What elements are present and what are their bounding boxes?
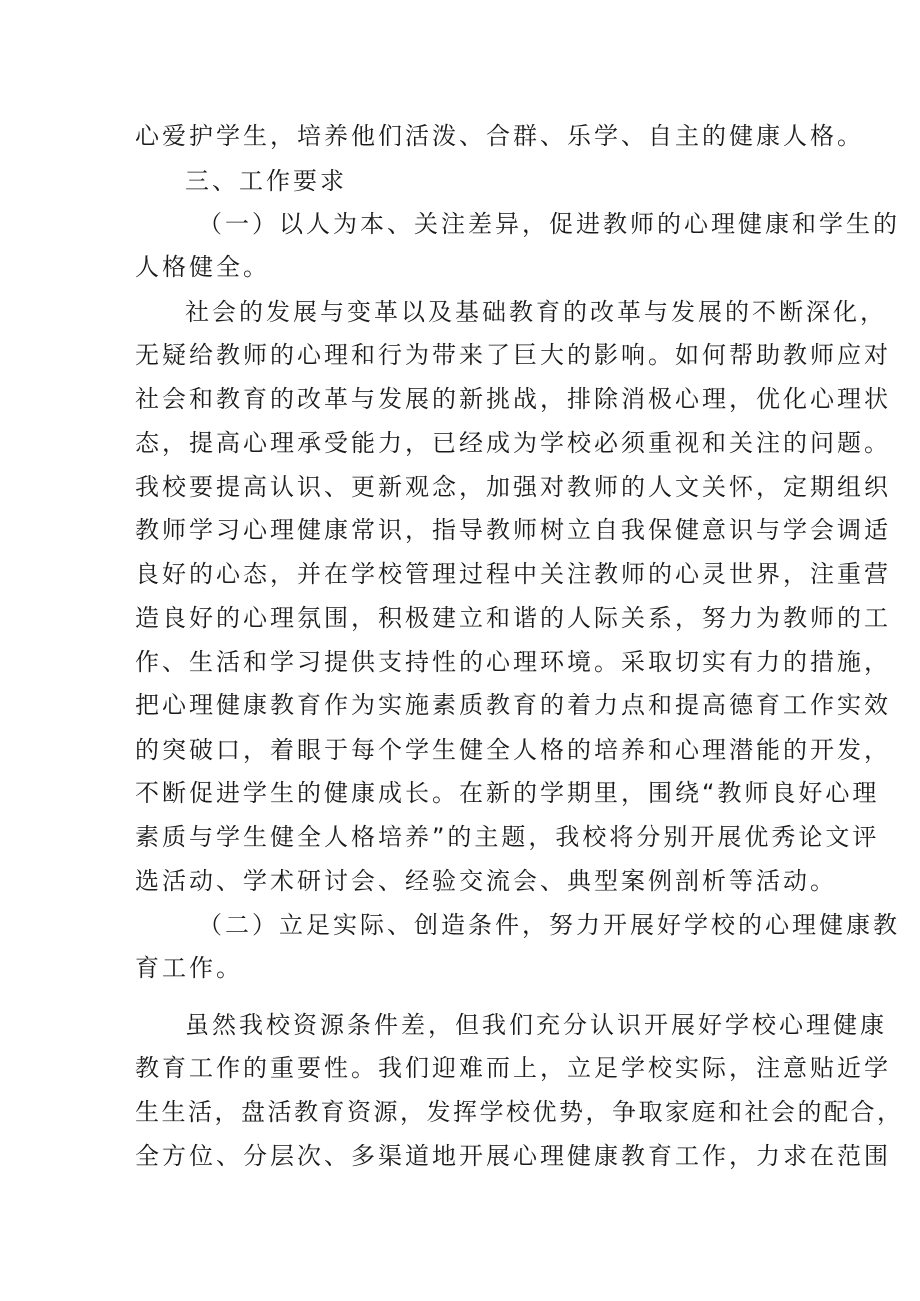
text-line: 把心理健康教育作为实施素质教育的着力点和提高德育工作实效	[135, 691, 891, 719]
text-line: 虽然我校资源条件差，但我们充分认识开展好学校心理健康	[185, 1011, 887, 1039]
text-line: 全方位、分层次、多渠道地开展心理健康教育工作，力求在范围	[135, 1142, 891, 1170]
text-line: 造良好的心理氛围，积极建立和谐的人际关系，努力为教师的工	[135, 604, 891, 632]
text-line: 不断促进学生的健康成长。在新的学期里，围绕“教师良好心理	[135, 779, 880, 807]
text-line: 生生活，盘活教育资源，发挥学校优势，争取家庭和社会的配合，	[135, 1098, 904, 1126]
text-line: 教育工作的重要性。我们迎难而上，立足学校实际，注意贴近学	[135, 1054, 891, 1082]
subsection-heading: （一）以人为本、关注差异，促进教师的心理健康和学生的	[198, 210, 900, 238]
text-line: 的突破口，着眼于每个学生健全人格的培养和心理潜能的开发，	[135, 736, 891, 764]
text-line: 无疑给教师的心理和行为带来了巨大的影响。如何帮助教师应对	[135, 341, 891, 369]
text-line: 良好的心态，并在学校管理过程中关注教师的心灵世界，注重营	[135, 560, 891, 588]
text-line: 心爱护学生，培养他们活泼、合群、乐学、自主的健康人格。	[135, 122, 864, 150]
text-line: 选活动、学术研讨会、经验交流会、典型案例剖析等活动。	[135, 867, 837, 895]
subsection-heading: 人格健全。	[135, 253, 270, 281]
subsection-heading: （二）立足实际、创造条件，努力开展好学校的心理健康教	[198, 911, 900, 939]
text-line: 社会和教育的改革与发展的新挑战，排除消极心理，优化心理状	[135, 385, 891, 413]
text-line: 作、生活和学习提供支持性的心理环境。采取切实有力的措施，	[135, 648, 891, 676]
text-line: 教师学习心理健康常识，指导教师树立自我保健意识与学会调适	[135, 516, 891, 544]
section-heading: 三、工作要求	[185, 167, 347, 195]
text-line: 素质与学生健全人格培养”的主题，我校将分别开展优秀论文评	[135, 823, 880, 851]
text-line: 我校要提高认识、更新观念，加强对教师的人文关怀，定期组织	[135, 473, 891, 501]
subsection-heading: 育工作。	[135, 954, 243, 982]
text-line: 态，提高心理承受能力，已经成为学校必须重视和关注的问题。	[135, 429, 891, 457]
text-line: 社会的发展与变革以及基础教育的改革与发展的不断深化，	[185, 298, 887, 326]
